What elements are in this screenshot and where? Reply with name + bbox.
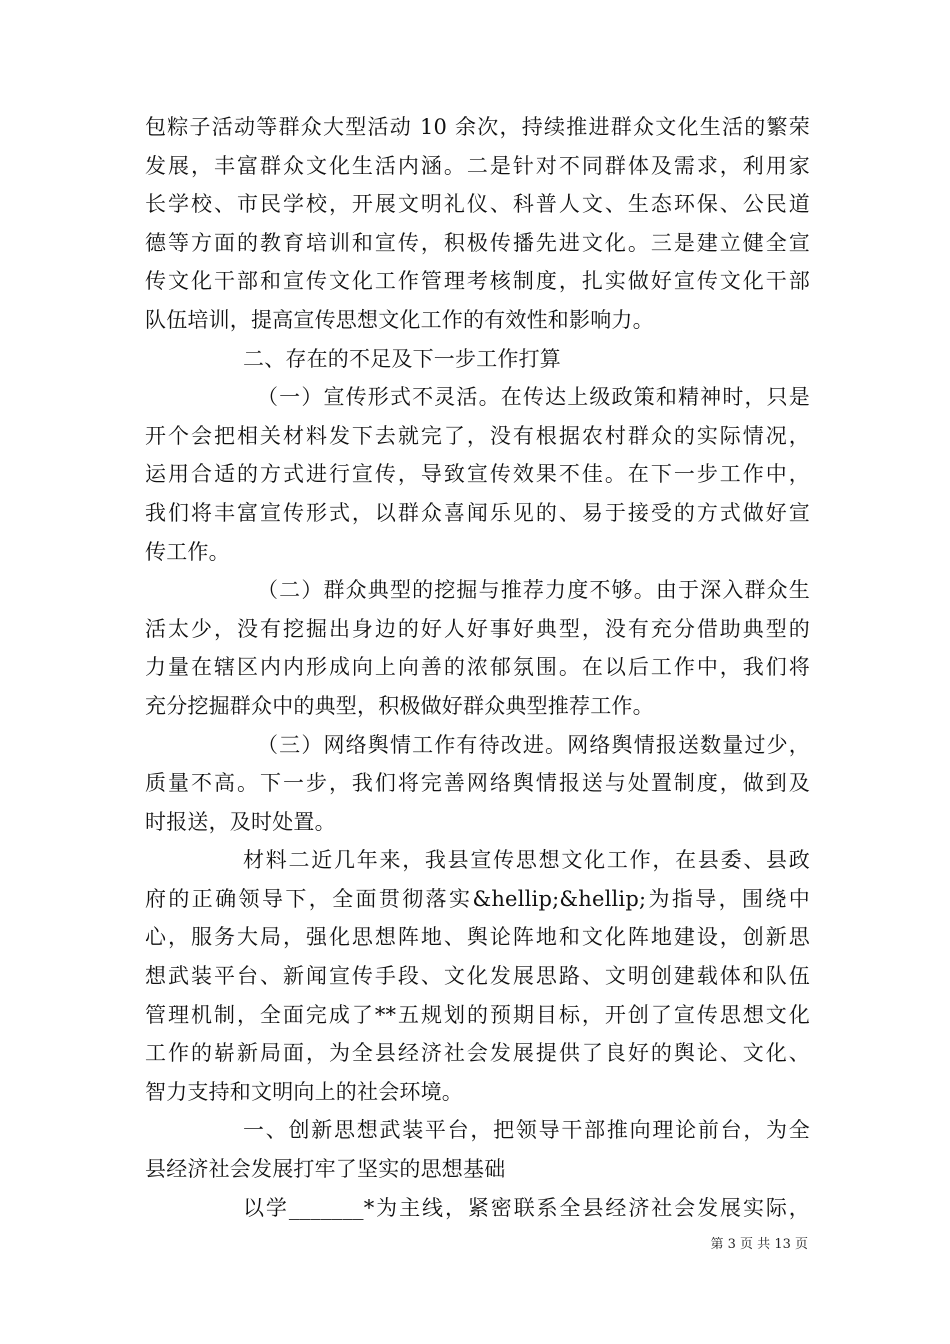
- paragraph-line: 传工作。: [145, 539, 230, 564]
- paragraph-line: 质量不高。下一步，我们将完善网络舆情报送与处置制度，做到及: [145, 771, 810, 796]
- section-heading: 一、创新思想武装平台，把领导干部推向理论前台，为全: [243, 1118, 810, 1143]
- paragraph-line: 府的正确领导下，全面贯彻落实&hellip;&hellip;为指导，围绕中: [145, 886, 810, 911]
- paragraph-line: 工作的崭新局面，为全县经济社会发展提供了良好的舆论、文化、: [145, 1041, 810, 1066]
- paragraph-line: 包粽子活动等群众大型活动 10 余次，持续推进群众文化生活的繁荣: [145, 115, 810, 139]
- paragraph-line: 活太少，没有挖掘出身边的好人好事好典型，没有充分借助典型的: [145, 616, 810, 641]
- section-heading: 县经济社会发展打牢了坚实的思想基础: [145, 1157, 506, 1182]
- paragraph-line: 时报送，及时处置。: [145, 809, 336, 834]
- paragraph-line: 心，服务大局，强化思想阵地、舆论阵地和文化阵地建设，创新思: [145, 925, 810, 950]
- paragraph-line: 以学_______*为主线，紧密联系全县经济社会发展实际，: [243, 1195, 810, 1220]
- paragraph-line: （三）网络舆情工作有待改进。网络舆情报送数量过少，: [257, 732, 810, 757]
- paragraph-line: 材料二近几年来，我县宣传思想文化工作，在县委、县政: [243, 848, 810, 873]
- paragraph-line: （二）群众典型的挖掘与推荐力度不够。由于深入群众生: [257, 578, 810, 603]
- paragraph-line: 运用合适的方式进行宣传，导致宣传效果不佳。在下一步工作中，: [145, 462, 810, 487]
- paragraph-line: 传文化干部和宣传文化工作管理考核制度，扎实做好宣传文化干部: [145, 269, 810, 294]
- paragraph-line: 管理机制，全面完成了**五规划的预期目标，开创了宣传思想文化: [145, 1002, 810, 1027]
- paragraph-line: 队伍培训，提高宣传思想文化工作的有效性和影响力。: [145, 307, 654, 332]
- paragraph-line: 智力支持和文明向上的社会环境。: [145, 1079, 463, 1104]
- paragraph-line: 长学校、市民学校，开展文明礼仪、科普人文、生态环保、公民道: [145, 192, 810, 217]
- paragraph-line: 发展，丰富群众文化生活内涵。二是针对不同群体及需求，利用家: [145, 153, 810, 178]
- paragraph-line: 我们将丰富宣传形式，以群众喜闻乐见的、易于接受的方式做好宣: [145, 500, 810, 525]
- document-body: [145, 108, 810, 1227]
- paragraph-line: 充分挖掘群众中的典型，积极做好群众典型推荐工作。: [145, 693, 654, 718]
- paragraph-line: （一）宣传形式不灵活。在传达上级政策和精神时，只是: [257, 385, 810, 410]
- paragraph-line: 想武装平台、新闻宣传手段、文化发展思路、文明创建载体和队伍: [145, 964, 810, 989]
- page-number: 第 3 页 共 13 页: [710, 1237, 808, 1252]
- section-heading: 二、存在的不足及下一步工作打算: [243, 346, 561, 371]
- paragraph-line: 力量在辖区内内形成向上向善的浓郁氛围。在以后工作中，我们将: [145, 655, 810, 680]
- paragraph-line: 德等方面的教育培训和宣传，积极传播先进文化。三是建立健全宣: [145, 230, 810, 255]
- paragraph-line: 开个会把相关材料发下去就完了，没有根据农村群众的实际情况，: [145, 423, 810, 448]
